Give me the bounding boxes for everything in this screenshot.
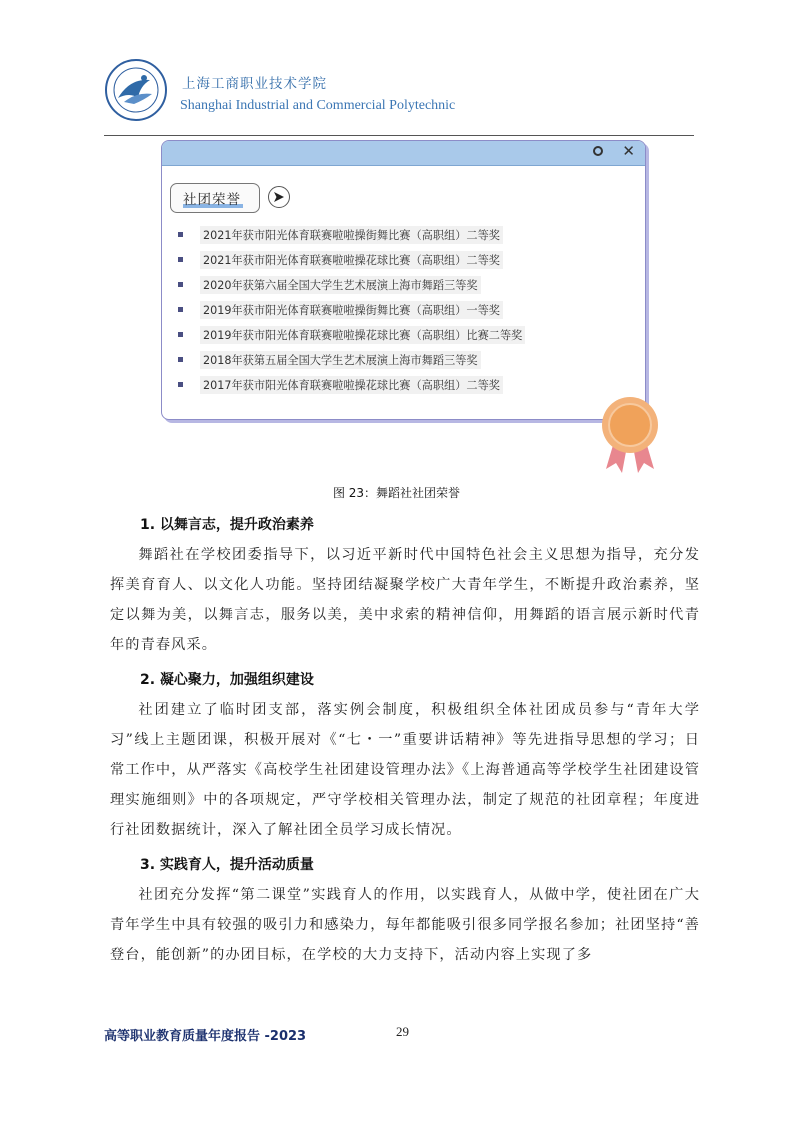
honor-text: 2019年获市阳光体育联赛啦啦操花球比赛（高职组）比赛二等奖 (200, 326, 525, 344)
honor-text: 2021年获市阳光体育联赛啦啦操花球比赛（高职组）二等奖 (200, 251, 503, 269)
window-title-bar (162, 141, 645, 166)
bullet-icon (178, 307, 183, 312)
honors-tab-label: 社团荣誉 (183, 192, 241, 208)
section-paragraph: 社团建立了临时团支部，落实例会制度，积极组织全体社团成员参与“青年大学习”线上主题团课，积极开展对《“七・一”重要讲话精神》等先进指导思想的学习；日常工作中，从严落实《高校学生社团建设管理办法》《上海普通高等学校学生社团建设管理实施细则》中的各项规定，严守学校相关管理办法，制定了规范的社团章程；年度进行社团数据统计，深入了解社团全员学习成长情况。 (110, 702, 700, 838)
section-1 (110, 510, 700, 660)
school-logo-icon (104, 58, 168, 122)
school-name-cn: 上海工商职业技术学院 (182, 76, 327, 92)
section-heading: 1. 以舞言志，提升政治素养 (140, 517, 314, 533)
bullet-icon (178, 282, 183, 287)
minimize-icon (593, 146, 603, 156)
school-name-en: Shanghai Industrial and Commercial Polytechnic (180, 98, 456, 113)
close-icon: ✕ (622, 142, 635, 160)
section-3 (110, 850, 700, 970)
section-heading: 3. 实践育人，提升活动质量 (140, 857, 314, 873)
bullet-icon (178, 357, 183, 362)
bullet-icon (178, 257, 183, 262)
page-header (104, 56, 694, 136)
honor-text: 2018年获第五届全国大学生艺术展演上海市舞蹈三等奖 (200, 351, 481, 369)
bullet-icon (178, 332, 183, 337)
medal-icon (598, 395, 662, 475)
section-paragraph: 舞蹈社在学校团委指导下，以习近平新时代中国特色社会主义思想为指导，充分发挥美育育人、以文化人功能。坚持团结凝聚学校广大青年学生，不断提升政治素养，坚定以舞为美，以舞言志，服务以美，美中求索的精神信仰，用舞蹈的语言展示新时代青年的青春风采。 (110, 547, 700, 653)
honor-text: 2020年获第六届全国大学生艺术展演上海市舞蹈三等奖 (200, 276, 481, 294)
bullet-icon (178, 232, 183, 237)
honors-tab (170, 183, 260, 213)
section-2 (110, 665, 700, 845)
arrow-right-icon (268, 186, 290, 208)
figure-caption: 图 23：舞蹈社社团荣誉 (332, 486, 461, 500)
honor-text: 2019年获市阳光体育联赛啦啦操街舞比赛（高职组）一等奖 (200, 301, 503, 319)
section-heading: 2. 凝心聚力，加强组织建设 (140, 672, 314, 688)
section-paragraph: 社团充分发挥“第二课堂”实践育人的作用，以实践育人，从做中学，使社团在广大青年学生中具有较强的吸引力和感染力，每年都能吸引很多同学报名参加；社团坚持“善登台，能创新”的办团目标，在学校的大力支持下，活动内容上实现了多 (110, 887, 700, 963)
page-number: 29 (396, 1024, 409, 1039)
report-title: 高等职业教育质量年度报告 -2023 (104, 1029, 307, 1044)
honors-window (161, 140, 646, 420)
bullet-icon (178, 382, 183, 387)
honor-text: 2021年获市阳光体育联赛啦啦操街舞比赛（高职组）二等奖 (200, 226, 503, 244)
honor-text: 2017年获市阳光体育联赛啦啦操花球比赛（高职组）二等奖 (200, 376, 503, 394)
header-divider (104, 135, 694, 136)
